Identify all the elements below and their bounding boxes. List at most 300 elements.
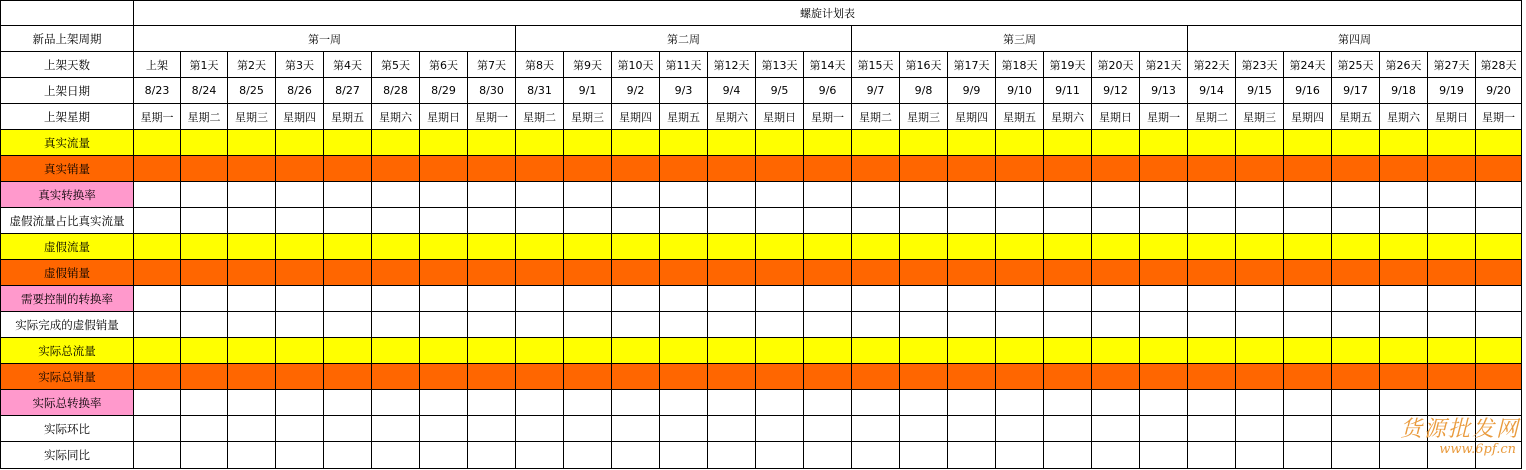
weekday-cell[interactable]: 星期四 [612, 104, 660, 130]
data-cell[interactable] [612, 260, 660, 286]
day-cell[interactable]: 第15天 [852, 52, 900, 78]
data-cell[interactable] [134, 390, 181, 416]
data-cell[interactable] [804, 442, 852, 469]
data-cell[interactable] [948, 182, 996, 208]
data-cell[interactable] [420, 182, 468, 208]
data-cell[interactable] [468, 182, 516, 208]
data-cell[interactable] [948, 260, 996, 286]
data-cell[interactable] [324, 338, 372, 364]
data-cell[interactable] [1428, 390, 1476, 416]
data-cell[interactable] [372, 416, 420, 442]
data-cell[interactable] [1380, 338, 1428, 364]
data-cell[interactable] [1380, 156, 1428, 182]
data-cell[interactable] [1092, 364, 1140, 390]
data-cell[interactable] [468, 312, 516, 338]
data-cell[interactable] [134, 234, 181, 260]
data-cell[interactable] [276, 338, 324, 364]
data-cell[interactable] [900, 312, 948, 338]
data-cell[interactable] [1140, 442, 1188, 469]
data-cell[interactable] [228, 364, 276, 390]
data-cell[interactable] [468, 208, 516, 234]
day-cell[interactable]: 第17天 [948, 52, 996, 78]
data-cell[interactable] [1428, 312, 1476, 338]
data-cell[interactable] [708, 364, 756, 390]
day-cell[interactable]: 上架 [134, 52, 181, 78]
data-cell[interactable] [134, 442, 181, 469]
data-cell[interactable] [1236, 338, 1284, 364]
data-cell[interactable] [1428, 364, 1476, 390]
data-cell[interactable] [900, 442, 948, 469]
day-cell[interactable]: 第2天 [228, 52, 276, 78]
week-header-2[interactable]: 第二周 [516, 26, 852, 52]
data-cell[interactable] [804, 156, 852, 182]
data-cell[interactable] [1236, 286, 1284, 312]
date-cell[interactable]: 8/28 [372, 78, 420, 104]
data-cell[interactable] [1428, 182, 1476, 208]
data-cell[interactable] [900, 208, 948, 234]
weekday-cell[interactable]: 星期三 [228, 104, 276, 130]
data-cell[interactable] [900, 338, 948, 364]
data-cell[interactable] [996, 390, 1044, 416]
weekday-cell[interactable]: 星期二 [181, 104, 228, 130]
weekdays-label[interactable]: 上架星期 [1, 104, 134, 130]
day-cell[interactable]: 第22天 [1188, 52, 1236, 78]
data-cell[interactable] [134, 286, 181, 312]
weekday-cell[interactable]: 星期四 [948, 104, 996, 130]
day-cell[interactable]: 第18天 [996, 52, 1044, 78]
data-cell[interactable] [1476, 286, 1522, 312]
data-cell[interactable] [564, 260, 612, 286]
data-cell[interactable] [134, 312, 181, 338]
day-cell[interactable]: 第8天 [516, 52, 564, 78]
data-cell[interactable] [516, 156, 564, 182]
data-cell[interactable] [1140, 416, 1188, 442]
data-cell[interactable] [228, 338, 276, 364]
data-cell[interactable] [134, 260, 181, 286]
data-cell[interactable] [276, 364, 324, 390]
data-cell[interactable] [1188, 416, 1236, 442]
data-cell[interactable] [324, 182, 372, 208]
data-cell[interactable] [900, 416, 948, 442]
data-cell[interactable] [468, 338, 516, 364]
data-cell[interactable] [660, 208, 708, 234]
data-cell[interactable] [516, 312, 564, 338]
data-cell[interactable] [612, 416, 660, 442]
metric-label[interactable]: 实际环比 [1, 416, 134, 442]
metric-label[interactable]: 实际总流量 [1, 338, 134, 364]
data-cell[interactable] [660, 182, 708, 208]
weekday-cell[interactable]: 星期日 [420, 104, 468, 130]
data-cell[interactable] [564, 156, 612, 182]
data-cell[interactable] [324, 234, 372, 260]
data-cell[interactable] [228, 234, 276, 260]
date-cell[interactable]: 8/30 [468, 78, 516, 104]
metric-label[interactable]: 真实转换率 [1, 182, 134, 208]
cycle-label[interactable]: 新品上架周期 [1, 26, 134, 52]
data-cell[interactable] [660, 390, 708, 416]
data-cell[interactable] [134, 364, 181, 390]
data-cell[interactable] [468, 286, 516, 312]
data-cell[interactable] [516, 286, 564, 312]
data-cell[interactable] [756, 338, 804, 364]
data-cell[interactable] [756, 416, 804, 442]
data-cell[interactable] [468, 364, 516, 390]
day-cell[interactable]: 第20天 [1092, 52, 1140, 78]
metric-label[interactable]: 虚假流量占比真实流量 [1, 208, 134, 234]
data-cell[interactable] [228, 182, 276, 208]
data-cell[interactable] [900, 234, 948, 260]
data-cell[interactable] [852, 286, 900, 312]
data-cell[interactable] [372, 260, 420, 286]
data-cell[interactable] [1428, 260, 1476, 286]
weekday-cell[interactable]: 星期二 [516, 104, 564, 130]
day-cell[interactable]: 第3天 [276, 52, 324, 78]
data-cell[interactable] [1236, 442, 1284, 469]
data-cell[interactable] [900, 156, 948, 182]
data-cell[interactable] [996, 260, 1044, 286]
data-cell[interactable] [420, 156, 468, 182]
data-cell[interactable] [372, 338, 420, 364]
data-cell[interactable] [996, 208, 1044, 234]
data-cell[interactable] [1140, 234, 1188, 260]
data-cell[interactable] [324, 312, 372, 338]
weekday-cell[interactable]: 星期一 [1476, 104, 1522, 130]
data-cell[interactable] [228, 208, 276, 234]
week-header-4[interactable]: 第四周 [1188, 26, 1522, 52]
data-cell[interactable] [1044, 260, 1092, 286]
data-cell[interactable] [1332, 338, 1380, 364]
data-cell[interactable] [1140, 338, 1188, 364]
data-cell[interactable] [276, 390, 324, 416]
date-cell[interactable]: 9/12 [1092, 78, 1140, 104]
data-cell[interactable] [660, 130, 708, 156]
date-cell[interactable]: 9/4 [708, 78, 756, 104]
data-cell[interactable] [804, 234, 852, 260]
data-cell[interactable] [181, 208, 228, 234]
data-cell[interactable] [1044, 364, 1092, 390]
data-cell[interactable] [852, 130, 900, 156]
data-cell[interactable] [564, 182, 612, 208]
data-cell[interactable] [948, 234, 996, 260]
data-cell[interactable] [276, 312, 324, 338]
data-cell[interactable] [996, 312, 1044, 338]
data-cell[interactable] [181, 338, 228, 364]
data-cell[interactable] [756, 390, 804, 416]
data-cell[interactable] [564, 442, 612, 469]
date-cell[interactable]: 9/1 [564, 78, 612, 104]
data-cell[interactable] [420, 130, 468, 156]
date-cell[interactable]: 9/14 [1188, 78, 1236, 104]
data-cell[interactable] [420, 286, 468, 312]
date-cell[interactable]: 8/29 [420, 78, 468, 104]
date-cell[interactable]: 9/20 [1476, 78, 1522, 104]
data-cell[interactable] [996, 234, 1044, 260]
data-cell[interactable] [276, 182, 324, 208]
data-cell[interactable] [324, 208, 372, 234]
data-cell[interactable] [1140, 260, 1188, 286]
data-cell[interactable] [1092, 130, 1140, 156]
day-cell[interactable]: 第25天 [1332, 52, 1380, 78]
day-cell[interactable]: 第14天 [804, 52, 852, 78]
weekday-cell[interactable]: 星期四 [1284, 104, 1332, 130]
data-cell[interactable] [1380, 364, 1428, 390]
data-cell[interactable] [852, 156, 900, 182]
data-cell[interactable] [708, 338, 756, 364]
data-cell[interactable] [324, 260, 372, 286]
data-cell[interactable] [1332, 390, 1380, 416]
data-cell[interactable] [1140, 208, 1188, 234]
data-cell[interactable] [324, 416, 372, 442]
data-cell[interactable] [1428, 286, 1476, 312]
data-cell[interactable] [852, 442, 900, 469]
day-cell[interactable]: 第7天 [468, 52, 516, 78]
data-cell[interactable] [1188, 338, 1236, 364]
data-cell[interactable] [468, 260, 516, 286]
data-cell[interactable] [1332, 156, 1380, 182]
data-cell[interactable] [1236, 364, 1284, 390]
data-cell[interactable] [134, 130, 181, 156]
data-cell[interactable] [660, 156, 708, 182]
data-cell[interactable] [420, 390, 468, 416]
data-cell[interactable] [852, 364, 900, 390]
data-cell[interactable] [612, 182, 660, 208]
data-cell[interactable] [228, 312, 276, 338]
data-cell[interactable] [1236, 156, 1284, 182]
data-cell[interactable] [516, 390, 564, 416]
date-cell[interactable]: 9/19 [1428, 78, 1476, 104]
date-cell[interactable]: 9/8 [900, 78, 948, 104]
weekday-cell[interactable]: 星期五 [324, 104, 372, 130]
data-cell[interactable] [516, 182, 564, 208]
weekday-cell[interactable]: 星期三 [900, 104, 948, 130]
data-cell[interactable] [1092, 208, 1140, 234]
data-cell[interactable] [1140, 312, 1188, 338]
data-cell[interactable] [1236, 208, 1284, 234]
data-cell[interactable] [756, 312, 804, 338]
data-cell[interactable] [708, 286, 756, 312]
data-cell[interactable] [708, 416, 756, 442]
data-cell[interactable] [1476, 156, 1522, 182]
data-cell[interactable] [852, 260, 900, 286]
data-cell[interactable] [1284, 156, 1332, 182]
weekday-cell[interactable]: 星期五 [660, 104, 708, 130]
data-cell[interactable] [1332, 364, 1380, 390]
data-cell[interactable] [804, 208, 852, 234]
data-cell[interactable] [1092, 442, 1140, 469]
data-cell[interactable] [708, 156, 756, 182]
data-cell[interactable] [1332, 130, 1380, 156]
data-cell[interactable] [996, 338, 1044, 364]
weekday-cell[interactable]: 星期一 [804, 104, 852, 130]
data-cell[interactable] [228, 156, 276, 182]
data-cell[interactable] [1284, 286, 1332, 312]
data-cell[interactable] [756, 182, 804, 208]
data-cell[interactable] [996, 442, 1044, 469]
data-cell[interactable] [1284, 312, 1332, 338]
data-cell[interactable] [468, 156, 516, 182]
data-cell[interactable] [852, 312, 900, 338]
data-cell[interactable] [900, 286, 948, 312]
data-cell[interactable] [1332, 442, 1380, 469]
day-cell[interactable]: 第12天 [708, 52, 756, 78]
data-cell[interactable] [1188, 442, 1236, 469]
data-cell[interactable] [372, 390, 420, 416]
data-cell[interactable] [1092, 286, 1140, 312]
data-cell[interactable] [181, 130, 228, 156]
date-cell[interactable]: 9/17 [1332, 78, 1380, 104]
data-cell[interactable] [1092, 312, 1140, 338]
weekday-cell[interactable]: 星期一 [1140, 104, 1188, 130]
data-cell[interactable] [420, 260, 468, 286]
day-cell[interactable]: 第11天 [660, 52, 708, 78]
data-cell[interactable] [1044, 182, 1092, 208]
weekday-cell[interactable]: 星期四 [276, 104, 324, 130]
data-cell[interactable] [708, 390, 756, 416]
data-cell[interactable] [276, 442, 324, 469]
corner-cell[interactable] [1, 1, 134, 26]
data-cell[interactable] [1332, 234, 1380, 260]
data-cell[interactable] [516, 442, 564, 469]
data-cell[interactable] [804, 260, 852, 286]
weekday-cell[interactable]: 星期一 [134, 104, 181, 130]
data-cell[interactable] [612, 130, 660, 156]
data-cell[interactable] [948, 208, 996, 234]
date-cell[interactable]: 9/7 [852, 78, 900, 104]
data-cell[interactable] [324, 442, 372, 469]
data-cell[interactable] [852, 234, 900, 260]
data-cell[interactable] [1380, 260, 1428, 286]
data-cell[interactable] [1188, 208, 1236, 234]
data-cell[interactable] [1140, 156, 1188, 182]
data-cell[interactable] [1284, 442, 1332, 469]
data-cell[interactable] [612, 156, 660, 182]
data-cell[interactable] [996, 130, 1044, 156]
data-cell[interactable] [804, 182, 852, 208]
data-cell[interactable] [1428, 338, 1476, 364]
data-cell[interactable] [516, 130, 564, 156]
data-cell[interactable] [1332, 182, 1380, 208]
data-cell[interactable] [1092, 260, 1140, 286]
weekday-cell[interactable]: 星期日 [1428, 104, 1476, 130]
day-cell[interactable]: 第16天 [900, 52, 948, 78]
metric-label[interactable]: 虚假流量 [1, 234, 134, 260]
data-cell[interactable] [1284, 260, 1332, 286]
data-cell[interactable] [1092, 156, 1140, 182]
data-cell[interactable] [181, 442, 228, 469]
data-cell[interactable] [134, 156, 181, 182]
data-cell[interactable] [134, 416, 181, 442]
data-cell[interactable] [948, 156, 996, 182]
data-cell[interactable] [564, 286, 612, 312]
data-cell[interactable] [516, 364, 564, 390]
day-cell[interactable]: 第24天 [1284, 52, 1332, 78]
data-cell[interactable] [708, 130, 756, 156]
data-cell[interactable] [134, 338, 181, 364]
data-cell[interactable] [181, 260, 228, 286]
data-cell[interactable] [804, 312, 852, 338]
data-cell[interactable] [420, 312, 468, 338]
data-cell[interactable] [852, 208, 900, 234]
data-cell[interactable] [612, 338, 660, 364]
metric-label[interactable]: 真实流量 [1, 130, 134, 156]
weekday-cell[interactable]: 星期六 [1380, 104, 1428, 130]
date-cell[interactable]: 8/24 [181, 78, 228, 104]
metric-label[interactable]: 需要控制的转换率 [1, 286, 134, 312]
data-cell[interactable] [324, 130, 372, 156]
data-cell[interactable] [1188, 312, 1236, 338]
day-cell[interactable]: 第9天 [564, 52, 612, 78]
data-cell[interactable] [852, 416, 900, 442]
data-cell[interactable] [1476, 182, 1522, 208]
data-cell[interactable] [324, 286, 372, 312]
data-cell[interactable] [1140, 182, 1188, 208]
data-cell[interactable] [276, 286, 324, 312]
data-cell[interactable] [372, 208, 420, 234]
data-cell[interactable] [996, 286, 1044, 312]
data-cell[interactable] [1188, 286, 1236, 312]
weekday-cell[interactable]: 星期二 [1188, 104, 1236, 130]
data-cell[interactable] [516, 338, 564, 364]
data-cell[interactable] [372, 442, 420, 469]
day-cell[interactable]: 第28天 [1476, 52, 1522, 78]
data-cell[interactable] [756, 156, 804, 182]
data-cell[interactable] [612, 442, 660, 469]
data-cell[interactable] [660, 364, 708, 390]
data-cell[interactable] [1332, 312, 1380, 338]
data-cell[interactable] [1092, 338, 1140, 364]
data-cell[interactable] [1044, 208, 1092, 234]
day-cell[interactable]: 第4天 [324, 52, 372, 78]
data-cell[interactable] [900, 390, 948, 416]
date-cell[interactable]: 9/9 [948, 78, 996, 104]
data-cell[interactable] [372, 156, 420, 182]
weekday-cell[interactable]: 星期三 [564, 104, 612, 130]
data-cell[interactable] [516, 234, 564, 260]
data-cell[interactable] [564, 338, 612, 364]
data-cell[interactable] [516, 416, 564, 442]
data-cell[interactable] [804, 338, 852, 364]
data-cell[interactable] [852, 338, 900, 364]
data-cell[interactable] [1284, 182, 1332, 208]
day-cell[interactable]: 第6天 [420, 52, 468, 78]
data-cell[interactable] [1236, 182, 1284, 208]
data-cell[interactable] [1044, 338, 1092, 364]
data-cell[interactable] [1092, 234, 1140, 260]
data-cell[interactable] [420, 416, 468, 442]
data-cell[interactable] [1476, 260, 1522, 286]
data-cell[interactable] [1188, 390, 1236, 416]
data-cell[interactable] [276, 156, 324, 182]
data-cell[interactable] [372, 130, 420, 156]
data-cell[interactable] [708, 260, 756, 286]
date-cell[interactable]: 9/2 [612, 78, 660, 104]
data-cell[interactable] [948, 442, 996, 469]
data-cell[interactable] [804, 416, 852, 442]
data-cell[interactable] [1188, 182, 1236, 208]
data-cell[interactable] [660, 260, 708, 286]
week-header-1[interactable]: 第一周 [134, 26, 516, 52]
data-cell[interactable] [228, 442, 276, 469]
data-cell[interactable] [1332, 260, 1380, 286]
data-cell[interactable] [1380, 208, 1428, 234]
day-cell[interactable]: 第5天 [372, 52, 420, 78]
data-cell[interactable] [708, 442, 756, 469]
data-cell[interactable] [181, 390, 228, 416]
data-cell[interactable] [564, 208, 612, 234]
data-cell[interactable] [660, 338, 708, 364]
data-cell[interactable] [660, 286, 708, 312]
data-cell[interactable] [564, 234, 612, 260]
